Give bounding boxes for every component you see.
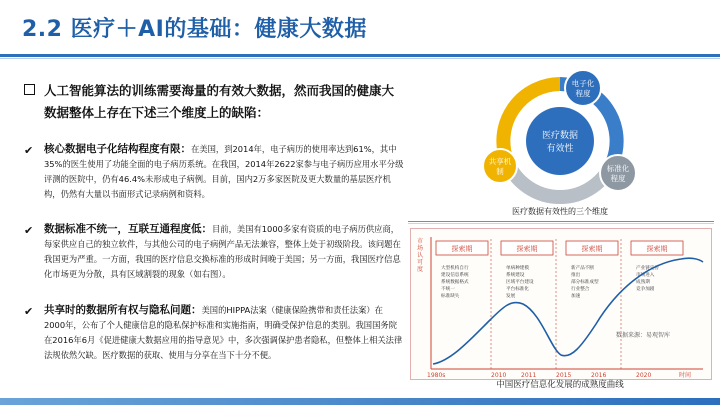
section-heading: 数据标准不统一，互联互通程度低： xyxy=(44,223,212,235)
section-heading: 共享时的数据所有权与隐私问题： xyxy=(44,304,202,316)
year-tick: 2016 xyxy=(591,372,607,379)
y-axis-label-1: 市 xyxy=(417,238,424,245)
stage-note: 成熟期 xyxy=(636,280,650,285)
stage-note: 发展 xyxy=(506,294,516,299)
stage-note: 系统建设 xyxy=(506,273,525,278)
stage-note: 市场进入 xyxy=(636,273,655,278)
title-divider xyxy=(0,54,720,57)
section-body: 目前，美国有1000多家有资质的电子病历供应商，每家供应自己的独立软件，与其他公司的电子病例产品无法兼容，整体上处于初级阶段。该问题在我国更为严重。一方面，我国的医疗信息交换标准的形成时间晚于美国；另一方面，我国医疗信息化市场更为分散，具有区域割裂的现象（如右图）。 xyxy=(44,224,401,279)
diagram-caption: 医疗数据有效性的三个维度 xyxy=(512,207,608,216)
center-circle xyxy=(526,107,594,175)
stage-note: 竞争加剧 xyxy=(636,287,655,292)
title-divider-thin xyxy=(0,58,720,59)
y-axis-label-3: 认 xyxy=(417,252,424,259)
section-body: 美国的HIPPA法案（健康保险携带和责任法案）在2000年，公布了个人健康信息的隐私保护标准和实施指南，明确受保护信息的类别。我国国务院在2016年6月《促进健康大数据应用的指导意见》中，多次强调保护患者隐私，但整体上相关法律法规依然欠缺。医疗数据的获取、使用与分享在当下十分不便。 xyxy=(44,305,403,360)
stage-note: 行业整合 xyxy=(571,287,590,292)
section-body: 在美国，到2014年，电子病历的使用率达到61%，其中35%的医生使用了功能全面的电子病历系统。在我国，2014年2622家参与电子病历应用水平分级评测的医院中，仍有46.4%未形成电子病例。目前，国内2万多家医院及更大数量的基层医疗机构，仍然有大量以书面形式记录病例和资料。 xyxy=(44,144,404,199)
maturity-curve-figure xyxy=(410,228,712,380)
stage-note: 系统数据格式 xyxy=(441,280,469,285)
node-sharing-label2: 制 xyxy=(496,167,504,176)
footer-bar xyxy=(0,398,720,405)
section-heading: 核心数据电子化结构程度有限： xyxy=(44,143,191,155)
page-title: 2.2 医疗＋AI的基础：健康大数据 xyxy=(22,17,367,42)
node-sharing xyxy=(483,149,517,183)
section-standards xyxy=(24,222,404,282)
y-axis-label-4: 可 xyxy=(417,259,424,266)
stage-note: 大型机构自行 xyxy=(441,266,469,271)
node-standard xyxy=(600,155,636,191)
check-icon: ✔ xyxy=(24,305,34,318)
stage-name: 探索期 xyxy=(646,245,668,253)
square-bullet-icon xyxy=(24,84,35,95)
stage-note: 推出 xyxy=(571,273,581,278)
right-divider xyxy=(408,221,714,222)
y-axis-label-5: 度 xyxy=(417,266,424,273)
node-standard-label1: 标准化 xyxy=(606,164,630,173)
stage-note: 产业链完善 xyxy=(636,266,659,271)
center-label-line2: 有效性 xyxy=(546,144,574,154)
source-note: 数据来源：易观智库 xyxy=(616,332,671,339)
node-sharing-label1: 共享机 xyxy=(488,157,512,166)
year-tick: 2010 xyxy=(491,372,507,379)
stage-note: 平台标准化 xyxy=(506,287,529,292)
stage-name: 探索期 xyxy=(516,245,538,253)
stage-note: 部分标准成型 xyxy=(571,280,599,285)
curve-caption: 中国医疗信息化发展的成熟度曲线 xyxy=(496,380,624,390)
check-icon: ✔ xyxy=(24,224,34,237)
y-axis-label-2: 场 xyxy=(417,245,424,252)
node-standard-label2: 程度 xyxy=(610,174,626,183)
stage-note: 标准缺失 xyxy=(441,294,460,299)
year-tick: 2015 xyxy=(556,372,572,379)
stage-note: 新产品不断 xyxy=(571,266,594,271)
x-axis-label: 时间 xyxy=(679,372,692,379)
stage-note: 加速 xyxy=(571,294,581,299)
stage-note: 区域平台建设 xyxy=(506,280,534,285)
check-icon: ✔ xyxy=(24,144,34,157)
center-label-line1: 医疗数据 xyxy=(541,131,579,141)
year-tick: 2011 xyxy=(521,372,537,379)
section-privacy xyxy=(24,303,404,363)
node-electronic-label1: 电子化 xyxy=(571,79,595,88)
intro-block xyxy=(24,80,404,124)
section-electronic xyxy=(24,142,404,202)
stage-name: 探索期 xyxy=(581,245,603,253)
node-electronic-label2: 程度 xyxy=(575,89,591,98)
right-divider-thin xyxy=(408,223,714,224)
year-tick: 1980s xyxy=(427,372,446,379)
year-tick: 2020 xyxy=(636,372,652,379)
stage-note: 建设信息系统 xyxy=(441,273,469,278)
node-electronic xyxy=(565,70,601,106)
data-validity-cycle-diagram xyxy=(470,66,650,216)
intro-text: 人工智能算法的训练需要海量的有效大数据，然而我国的健康大数据整体上存在下述三个维度上的缺陷： xyxy=(44,83,395,120)
stage-note: 不统一 xyxy=(441,287,455,292)
stage-name: 探索期 xyxy=(451,245,473,253)
stage-note: 单病种建模 xyxy=(506,266,529,271)
